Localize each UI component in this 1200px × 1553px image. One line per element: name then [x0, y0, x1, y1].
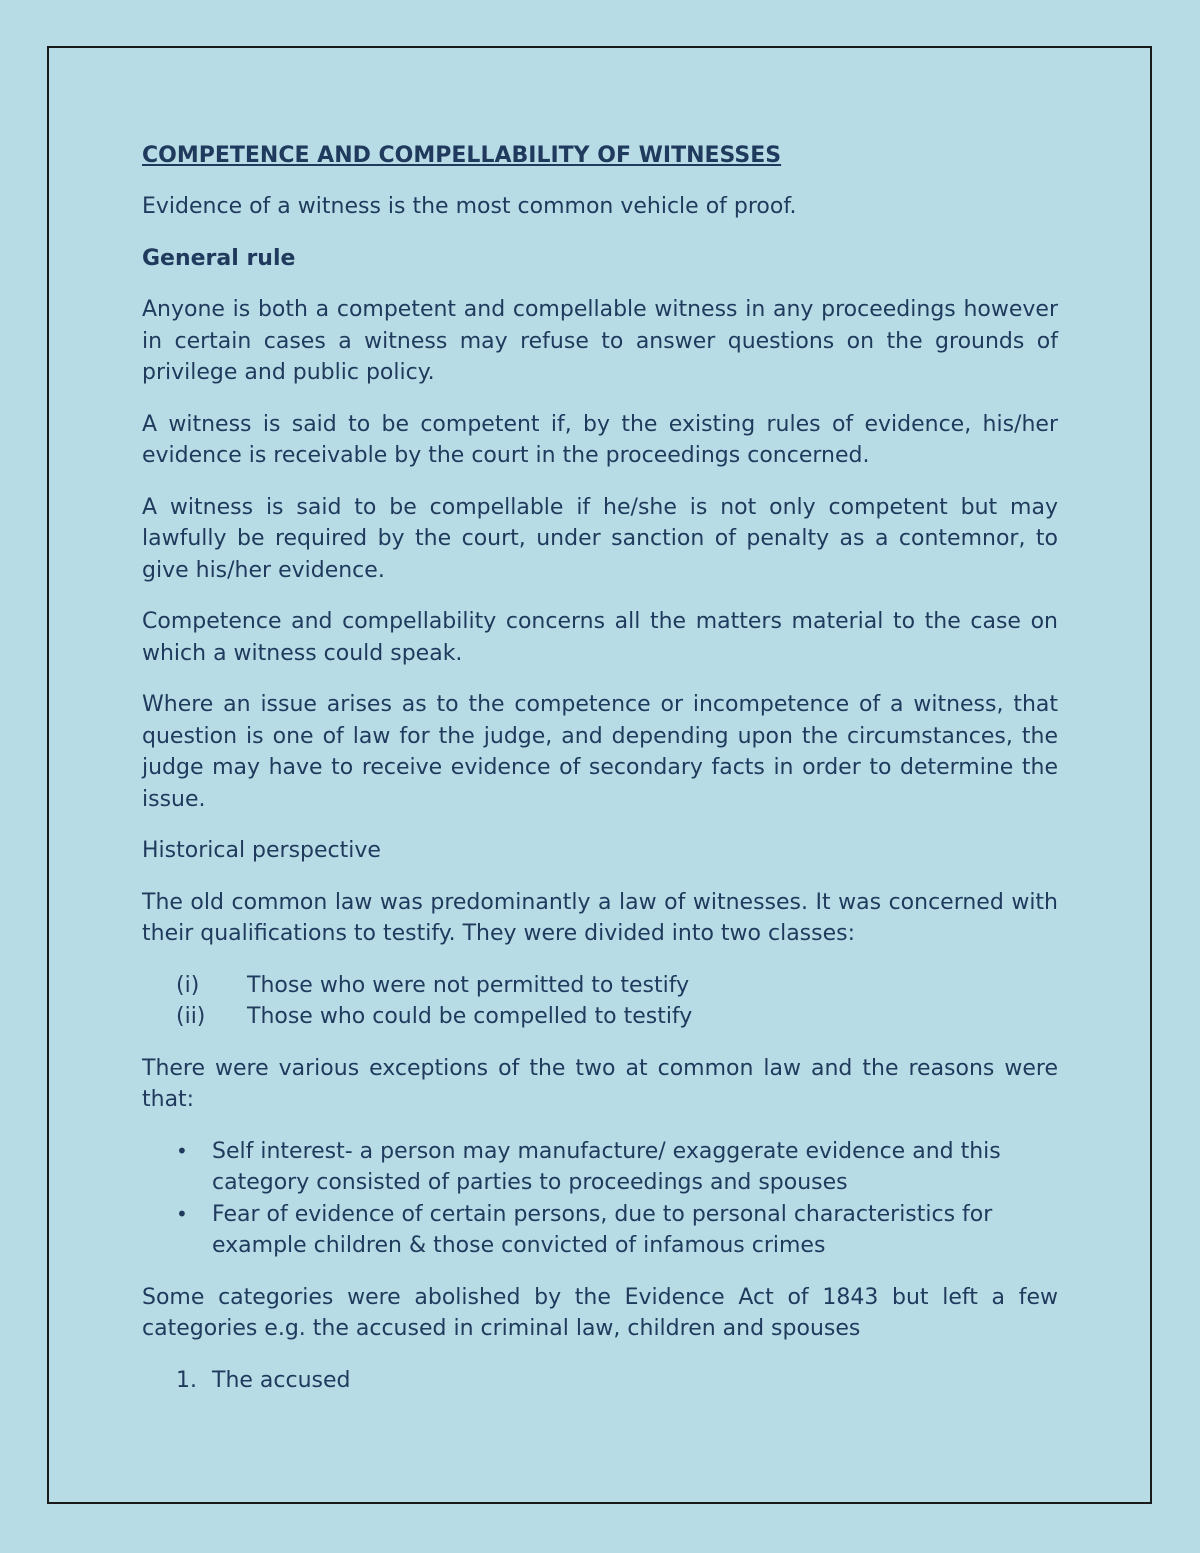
- list-marker: (i): [176, 972, 200, 998]
- list-item: [142, 1136, 1058, 1199]
- list-item-text: Self interest- a person may manufacture/ exaggerate evidence and this category consisted of parties to proceedings and spouses: [212, 1138, 1001, 1195]
- list-item-text: Those who could be compelled to testify: [247, 1004, 693, 1029]
- numbered-list: [142, 1365, 1058, 1397]
- bullet-icon: •: [176, 1201, 188, 1226]
- intro-paragraph: Evidence of a witness is the most common vehicle of proof.: [142, 194, 797, 219]
- list-marker: (ii): [176, 1004, 206, 1029]
- document-title: COMPETENCE AND COMPELLABILITY OF WITNESSES: [142, 143, 782, 168]
- list-item-text: The accused: [212, 1367, 351, 1393]
- document-body: [142, 140, 1058, 1396]
- historical-heading: Historical perspective: [142, 838, 381, 863]
- list-item-text: Those who were not permitted to testify: [247, 972, 690, 998]
- list-item-text: Fear of evidence of certain persons, due to personal characteristics for example children & those convicted of infamous crimes: [212, 1201, 993, 1258]
- list-item: [142, 1001, 1058, 1033]
- historical-paragraph: The old common law was predominantly a law of witnesses. It was concerned with their qualifications to testify. They were divided into two classes:: [142, 889, 1058, 946]
- list-item: [142, 1199, 1058, 1262]
- abolished-paragraph: Some categories were abolished by the Evidence Act of 1843 but left a few categories e.g. the accused in criminal law, children and spouses: [142, 1284, 1058, 1341]
- paragraph: A witness is said to be competent if, by the existing rules of evidence, his/her evidence is receivable by the court in the proceedings concerned.: [142, 411, 1058, 468]
- list-item: [142, 1365, 1058, 1397]
- roman-list: [142, 970, 1058, 1033]
- paragraph: A witness is said to be compellable if he/she is not only competent but may lawfully be required by the court, under sanction of penalty as a contemnor, to give his/her evidence.: [142, 494, 1058, 583]
- general-rule-heading: General rule: [142, 245, 296, 271]
- paragraph: Where an issue arises as to the competence or incompetence of a witness, that question is one of law for the judge, and depending upon the circumstances, the judge may have to receive evidence of secondary facts in order to determine the issue.: [142, 692, 1058, 812]
- paragraph: Anyone is both a competent and compellable witness in any proceedings however in certain cases a witness may refuse to answer questions on the grounds of privilege and public policy.: [142, 297, 1058, 385]
- list-number: 1.: [176, 1367, 197, 1393]
- exceptions-paragraph: There were various exceptions of the two at common law and the reasons were that:: [142, 1055, 1058, 1112]
- bullet-icon: •: [176, 1138, 188, 1163]
- bullet-list: [142, 1136, 1058, 1262]
- paragraph: Competence and compellability concerns all the matters material to the case on which a witness could speak.: [142, 609, 1058, 666]
- list-item: [142, 970, 1058, 1002]
